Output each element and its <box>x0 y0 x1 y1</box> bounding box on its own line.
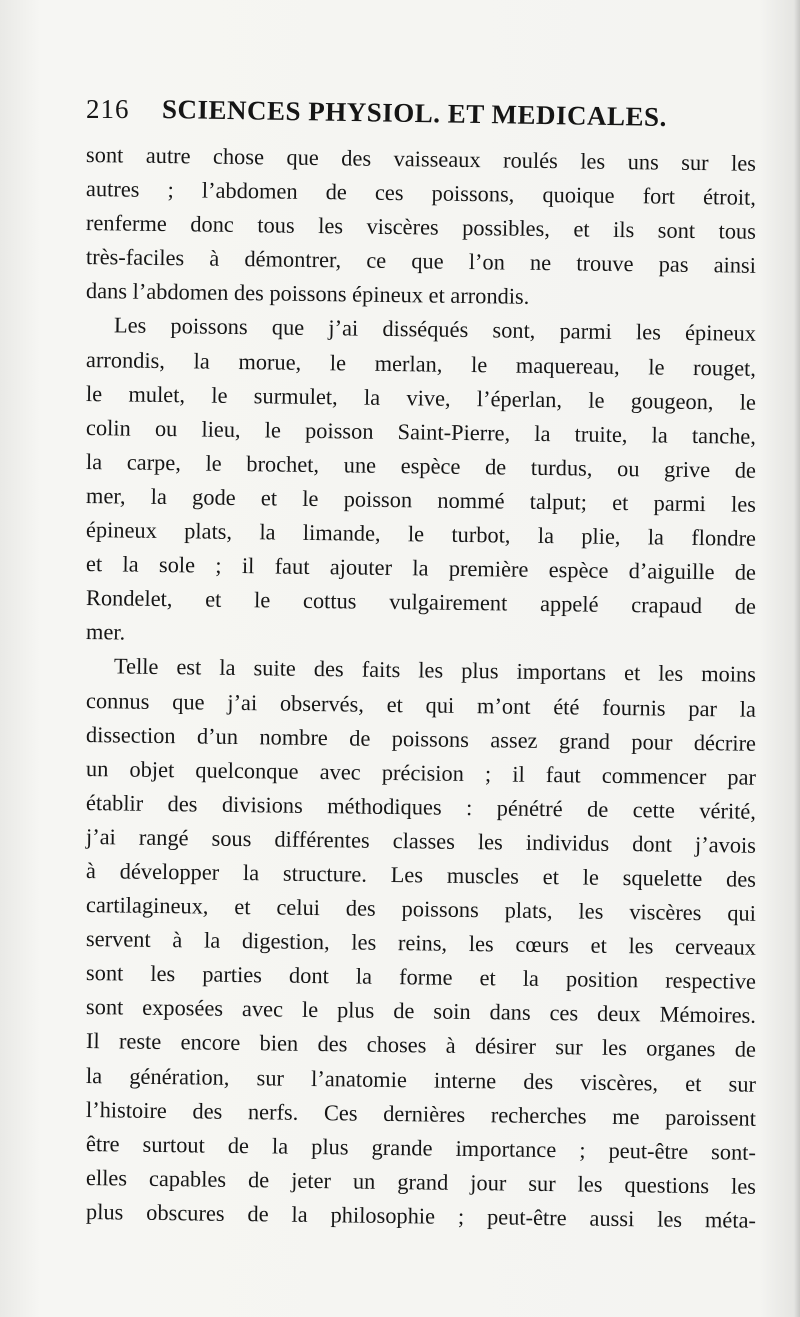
text-line: mer. <box>85 619 126 645</box>
text-line: sont les parties dont la forme et la position respective <box>85 960 757 995</box>
text-line: plus obscures de la philosophie ; peut-être aussi les méta- <box>85 1198 757 1233</box>
text-line: l’histoire des nerfs. Ces dernières recherches me paroissent <box>85 1096 757 1131</box>
text-line: sont exposées avec le plus de soin dans ces deux Mémoires. <box>85 994 757 1029</box>
paragraph-2 <box>86 308 756 649</box>
text-line: très-faciles à démontrer, ce que l’on ne trouve pas ainsi <box>85 244 757 279</box>
text-line: dissection d’un nombre de poissons assez grand pour décrire <box>85 721 757 756</box>
text-line: sont autre chose que des vaisseaux roulés les uns sur les <box>85 142 757 176</box>
text-line: le mulet, le surmulet, la vive, l’éperlan, le gougeon, le <box>85 380 757 415</box>
text-line: établir des divisions méthodiques : pénétré de cette vérité, <box>85 789 757 824</box>
text-line: la carpe, le brochet, une espèce de turdus, ou grive de <box>85 448 757 483</box>
running-head: SCIENCES PHYSIOL. ET MEDICALES. <box>161 94 668 132</box>
text-line: elles capables de jeter un grand jour sur les questions les <box>85 1164 757 1199</box>
page-number: 216 <box>86 94 130 124</box>
text-line: et la sole ; il faut ajouter la première espèce d’aiguille de <box>85 551 757 585</box>
page-edge-shadow <box>794 0 800 1317</box>
text-line: j’ai rangé sous différentes classes les individus dont j’avois <box>85 823 757 858</box>
text-line: colin ou lieu, le poisson Saint-Pierre, la truite, la tanche, <box>85 414 757 449</box>
text-line: dans l’abdomen des poissons épineux et arrondis. <box>85 278 530 310</box>
text-line: épineux plats, la limande, le turbot, la plie, la flondre <box>85 517 757 551</box>
text-line: Il reste encore bien des choses à désirer sur les organes de <box>85 1028 757 1063</box>
text-line: à développer la structure. Les muscles et le squelette des <box>85 857 757 892</box>
text-line: cartilagineux, et celui des poissons plats, les viscères qui <box>85 892 757 926</box>
text-line: autres ; l’abdomen de ces poissons, quoique fort étroit, <box>85 176 757 210</box>
text-line: mer, la gode et le poisson nommé talput; et parmi les <box>85 482 757 517</box>
text-line: arrondis, la morue, le merlan, le maquereau, le rouget, <box>85 346 757 381</box>
text-line: connus que j’ai observés, et qui m’ont été fournis par la <box>85 687 757 722</box>
text-line: la génération, sur l’anatomie interne des viscères, et sur <box>85 1062 757 1097</box>
paragraph-3 <box>85 649 757 1233</box>
text-line: Telle est la suite des faits les plus importans et les moins <box>113 653 757 688</box>
text-line: servent à la digestion, les reins, les cœurs et les cerveaux <box>85 926 757 960</box>
paragraph-1 <box>86 138 756 308</box>
text-line: un objet quelconque avec précision ; il faut commencer par <box>85 755 757 790</box>
text-line: Rondelet, et le cottus vulgairement appelé crapaud de <box>85 585 757 619</box>
text-line: Les poissons que j’ai disséqués sont, parmi les épineux <box>113 312 757 347</box>
page-header <box>86 94 716 134</box>
body-text <box>85 138 757 1233</box>
text-line: être surtout de la plus grande importance ; peut-être sont- <box>85 1130 757 1165</box>
text-line: renferme donc tous les viscères possibles, et ils sont tous <box>85 210 757 244</box>
